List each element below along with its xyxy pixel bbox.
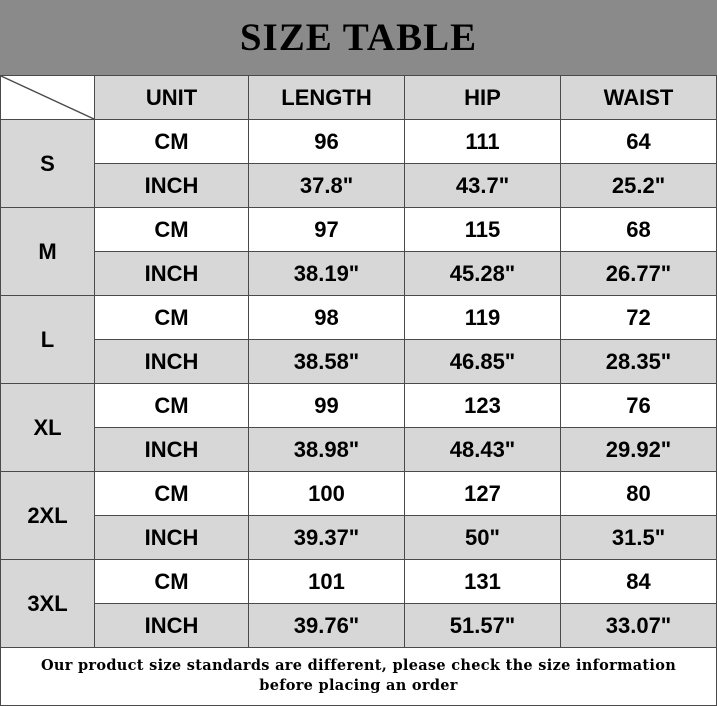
footer-note-line1: Our product size standards are different, please check the size information xyxy=(40,657,677,674)
length-cell: 101 xyxy=(249,560,405,604)
unit-cell-cm: CM xyxy=(95,208,249,252)
table-row xyxy=(1,296,717,340)
hip-cell: 43.7" xyxy=(405,164,561,208)
hip-cell: 119 xyxy=(405,296,561,340)
waist-cell: 68 xyxy=(561,208,717,252)
waist-cell: 28.35" xyxy=(561,340,717,384)
column-header-length: LENGTH xyxy=(249,76,405,120)
column-header-hip: HIP xyxy=(405,76,561,120)
waist-cell: 33.07" xyxy=(561,604,717,648)
size-label-l: L xyxy=(1,296,95,384)
table-row xyxy=(1,340,717,384)
length-cell: 39.37" xyxy=(249,516,405,560)
length-cell: 38.58" xyxy=(249,340,405,384)
unit-cell-cm: CM xyxy=(95,560,249,604)
column-header-unit: UNIT xyxy=(95,76,249,120)
waist-cell: 25.2" xyxy=(561,164,717,208)
unit-cell-inch: INCH xyxy=(95,428,249,472)
table-row xyxy=(1,208,717,252)
diagonal-divider-icon xyxy=(1,76,95,120)
hip-cell: 45.28" xyxy=(405,252,561,296)
hip-cell: 131 xyxy=(405,560,561,604)
table-row xyxy=(1,428,717,472)
waist-cell: 76 xyxy=(561,384,717,428)
table-row xyxy=(1,560,717,604)
size-chart-table xyxy=(0,75,717,648)
page-title: SIZE TABLE xyxy=(0,0,717,75)
unit-cell-cm: CM xyxy=(95,472,249,516)
footer-note-line2: before placing an order xyxy=(259,676,458,694)
length-cell: 98 xyxy=(249,296,405,340)
unit-cell-inch: INCH xyxy=(95,340,249,384)
waist-cell: 64 xyxy=(561,120,717,164)
table-header-row xyxy=(1,76,717,120)
hip-cell: 46.85" xyxy=(405,340,561,384)
waist-cell: 29.92" xyxy=(561,428,717,472)
length-cell: 97 xyxy=(249,208,405,252)
length-cell: 99 xyxy=(249,384,405,428)
unit-cell-inch: INCH xyxy=(95,164,249,208)
table-row xyxy=(1,252,717,296)
waist-cell: 84 xyxy=(561,560,717,604)
unit-cell-cm: CM xyxy=(95,120,249,164)
length-cell: 38.98" xyxy=(249,428,405,472)
size-label-xl: XL xyxy=(1,384,95,472)
unit-cell-inch: INCH xyxy=(95,604,249,648)
waist-cell: 80 xyxy=(561,472,717,516)
unit-cell-cm: CM xyxy=(95,296,249,340)
length-cell: 39.76" xyxy=(249,604,405,648)
size-label-m: M xyxy=(1,208,95,296)
length-cell: 37.8" xyxy=(249,164,405,208)
unit-cell-inch: INCH xyxy=(95,252,249,296)
waist-cell: 72 xyxy=(561,296,717,340)
table-row xyxy=(1,472,717,516)
hip-cell: 48.43" xyxy=(405,428,561,472)
table-row xyxy=(1,164,717,208)
hip-cell: 115 xyxy=(405,208,561,252)
length-cell: 96 xyxy=(249,120,405,164)
table-row xyxy=(1,120,717,164)
footer-note xyxy=(0,648,717,706)
hip-cell: 123 xyxy=(405,384,561,428)
hip-cell: 51.57" xyxy=(405,604,561,648)
hip-cell: 111 xyxy=(405,120,561,164)
table-row xyxy=(1,516,717,560)
hip-cell: 127 xyxy=(405,472,561,516)
unit-cell-cm: CM xyxy=(95,384,249,428)
size-label-2xl: 2XL xyxy=(1,472,95,560)
length-cell: 38.19" xyxy=(249,252,405,296)
hip-cell: 50" xyxy=(405,516,561,560)
waist-cell: 31.5" xyxy=(561,516,717,560)
unit-cell-inch: INCH xyxy=(95,516,249,560)
table-row xyxy=(1,384,717,428)
table-row xyxy=(1,604,717,648)
waist-cell: 26.77" xyxy=(561,252,717,296)
column-header-waist: WAIST xyxy=(561,76,717,120)
size-label-3xl: 3XL xyxy=(1,560,95,648)
length-cell: 100 xyxy=(249,472,405,516)
size-label-s: S xyxy=(1,120,95,208)
